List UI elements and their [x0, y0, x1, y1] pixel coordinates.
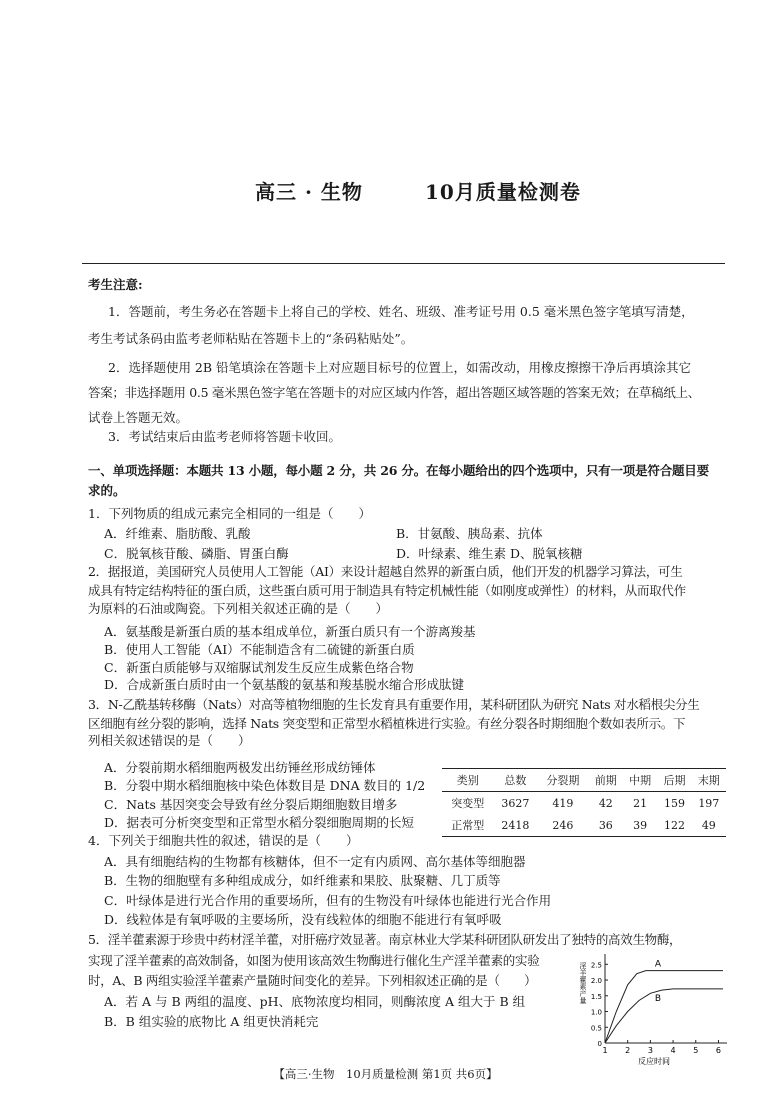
title-exam: 10月质量检测卷 — [425, 180, 581, 204]
table-header: 分裂期 — [546, 774, 580, 787]
table-cell: 突变型 — [451, 797, 485, 810]
notice-line: 答案；非选择题用 0.5 毫米黑色签字笔在答题卡的对应区域内作答，超出答题区域答题的答案无效；在草稿纸上、 — [88, 385, 700, 400]
series-label-B: B — [654, 993, 662, 1004]
page-footer: 【高三·生物 10月质量检测 第1页 共6页】 — [273, 1067, 498, 1081]
q3-option-c: C．Nats 基因突变会导致有丝分裂后期细胞数目增多 — [104, 797, 398, 812]
q3-stem: 区细胞有丝分裂的影响，选择 Nats 突变型和正常型水稻植株进行实验。有丝分裂各时期细胞个数如表所示。下 — [88, 716, 686, 731]
series-A-line — [605, 971, 723, 1043]
y-tick-label: 0.5 — [590, 1024, 602, 1033]
table-cell: 2418 — [501, 818, 530, 832]
q5-option-b: B．B 组实验的底物比 A 组更快消耗完 — [104, 1014, 319, 1029]
x-tick-label: 2 — [625, 1046, 631, 1055]
y-axis-label: 淫羊藿素产量 — [579, 962, 587, 1004]
series-label-A: A — [654, 959, 662, 970]
notice-line: 试卷上答题无效。 — [88, 410, 189, 425]
y-tick-label: 1.5 — [590, 992, 602, 1001]
q4-stem: 4．下列关于细胞共性的叙述，错误的是（ ） — [88, 833, 359, 848]
table-cell: 197 — [698, 796, 720, 810]
table-cell: 246 — [552, 818, 574, 832]
q5-stem: 实现了淫羊藿素的高效制备，如图为使用该高效生物酶进行催化生产淫羊藿素的实验 — [88, 953, 540, 968]
q5-stem: 时，A、B 两组实验淫羊藿素产量随时间变化的差异。下列相叙述正确的是（ ） — [88, 973, 537, 988]
q3-stem: 列相关叙述错误的是（ ） — [88, 733, 251, 748]
q5-stem: 5．淫羊藿素源于珍贵中药材淫羊藿，对肝癌疗效显著。南京林业大学某科研团队研发出了独特的高效生物酶， — [88, 932, 682, 947]
q1-option-d: D．叶绿素、维生素 D、脱氧核糖 — [396, 546, 583, 561]
q3-option-b: B．分裂中期水稻细胞核中染色体数目是 DNA 数目的 1/2 — [104, 778, 426, 793]
table-header: 末期 — [697, 774, 720, 787]
title-subject: 高三 · 生物 — [255, 180, 363, 204]
section-heading: 一、单项选择题：本题共 13 小题，每小题 2 分，共 26 分。在每小题给出的四个选项中，只有一项是符合题目要 — [88, 463, 709, 478]
table-header: 中期 — [629, 774, 652, 787]
q2-stem: 成具有特定结构特征的蛋白质，这些蛋白质可用于制造具有特定机械性能（如刚度或弹性）的材料，从而取代作 — [88, 583, 686, 598]
table-cell: 42 — [598, 796, 613, 810]
q1-stem: 1．下列物质的组成元素完全相同的一组是（ ） — [88, 506, 371, 521]
table-cell: 49 — [701, 818, 716, 832]
notice-line: 2．选择题使用 2B 铅笔填涂在答题卡上对应题目标号的位置上，如需改动，用橡皮擦擦干净后再填涂其它 — [108, 360, 692, 375]
notice-line: 1．答题前，考生务必在答题卡上将自己的学校、姓名、班级、准考证号用 0.5 毫米黑色签字笔填写清楚， — [108, 304, 694, 319]
q3-data-table — [442, 768, 726, 837]
q2-stem: 为原料的石油或陶瓷。下列相关叙述正确的是（ ） — [88, 601, 389, 616]
y-tick-label: 0 — [597, 1040, 602, 1048]
x-tick-label: 6 — [715, 1046, 722, 1055]
q2-stem: 2．据报道，美国研究人员使用人工智能（AI）来设计超越自然界的新蛋白质，他们开发的机器学习算法，可生 — [88, 564, 683, 579]
y-tick-label: 2.5 — [590, 961, 602, 970]
table-cell: 21 — [633, 796, 648, 810]
table-header: 后期 — [663, 774, 686, 787]
q4-option-a: A．具有细胞结构的生物都有核糖体，但不一定有内质网、高尔基体等细胞器 — [104, 854, 526, 869]
q3-stem: 3．N-乙酰基转移酶（Nats）对高等植物细胞的生长发育具有重要作用，某科研团队为研究 Nats 对水稻根尖分生 — [88, 697, 700, 712]
x-axis-label: 反应时间 — [638, 1057, 670, 1065]
table-row — [442, 792, 726, 815]
table-row — [442, 814, 726, 837]
q2-option-d: D．合成新蛋白质时由一个氨基酸的氨基和羧基脱水缩合形成肽键 — [104, 677, 465, 692]
x-tick-label: 1 — [602, 1046, 608, 1055]
table-cell: 正常型 — [451, 819, 485, 832]
table-cell: 419 — [552, 796, 574, 810]
section-heading-cont: 求的。 — [88, 483, 126, 498]
q4-option-b: B．生物的细胞壁有多种组成成分，如纤维素和果胶、肽聚糖、几丁质等 — [104, 873, 501, 888]
notice-heading: 考生注意: — [88, 277, 143, 292]
header-rule — [82, 263, 725, 264]
q3-option-a: A．分裂前期水稻细胞两极发出纺锤丝形成纺锤体 — [104, 760, 376, 775]
notice-line: 考生考试条码由监考老师粘贴在答题卡上的“条码粘贴处”。 — [88, 331, 414, 346]
q2-option-a: A．氨基酸是新蛋白质的基本组成单位，新蛋白质只有一个游离羧基 — [104, 624, 476, 639]
table-header: 类别 — [456, 774, 479, 787]
q4-option-d: D．线粒体是有氧呼吸的主要场所，没有线粒体的细胞不能进行有氧呼吸 — [104, 912, 502, 927]
q1-option-b: B．甘氨酸、胰岛素、抗体 — [396, 526, 543, 541]
table-cell: 36 — [598, 818, 613, 832]
table-cell: 122 — [663, 818, 685, 832]
table-header: 总数 — [504, 774, 527, 787]
x-tick-label: 5 — [693, 1046, 699, 1055]
q2-option-c: C．新蛋白质能够与双缩脲试剂发生反应生成紫色络合物 — [104, 660, 414, 675]
q3-option-d: D．据表可分析突变型和正常型水稻分裂细胞周期的长短 — [104, 815, 415, 830]
q5-option-a: A．若 A 与 B 两组的温度、pH、底物浓度均相同，则酶浓度 A 组大于 B 组 — [104, 994, 526, 1009]
q1-option-a: A．纤维素、脂肪酸、乳酸 — [104, 526, 251, 541]
notice-line: 3．考试结束后由监考老师将答题卡收回。 — [108, 429, 341, 444]
y-tick-label: 2.0 — [590, 977, 602, 986]
q1-option-c: C．脱氧核苷酸、磷脂、胃蛋白酶 — [104, 546, 289, 561]
x-tick-label: 3 — [647, 1046, 653, 1055]
q2-option-b: B．使用人工智能（AI）不能制造含有二硫键的新蛋白质 — [104, 642, 415, 657]
table-header: 前期 — [594, 774, 617, 787]
y-tick-label: 1.0 — [590, 1008, 602, 1017]
table-cell: 39 — [633, 818, 648, 832]
table-cell: 159 — [663, 796, 685, 810]
table-cell: 3627 — [501, 796, 530, 810]
q4-option-c: C．叶绿体是进行光合作用的重要场所，但有的生物没有叶绿体也能进行光合作用 — [104, 893, 552, 908]
q5-line-chart — [575, 950, 735, 1065]
x-tick-label: 4 — [670, 1046, 676, 1055]
